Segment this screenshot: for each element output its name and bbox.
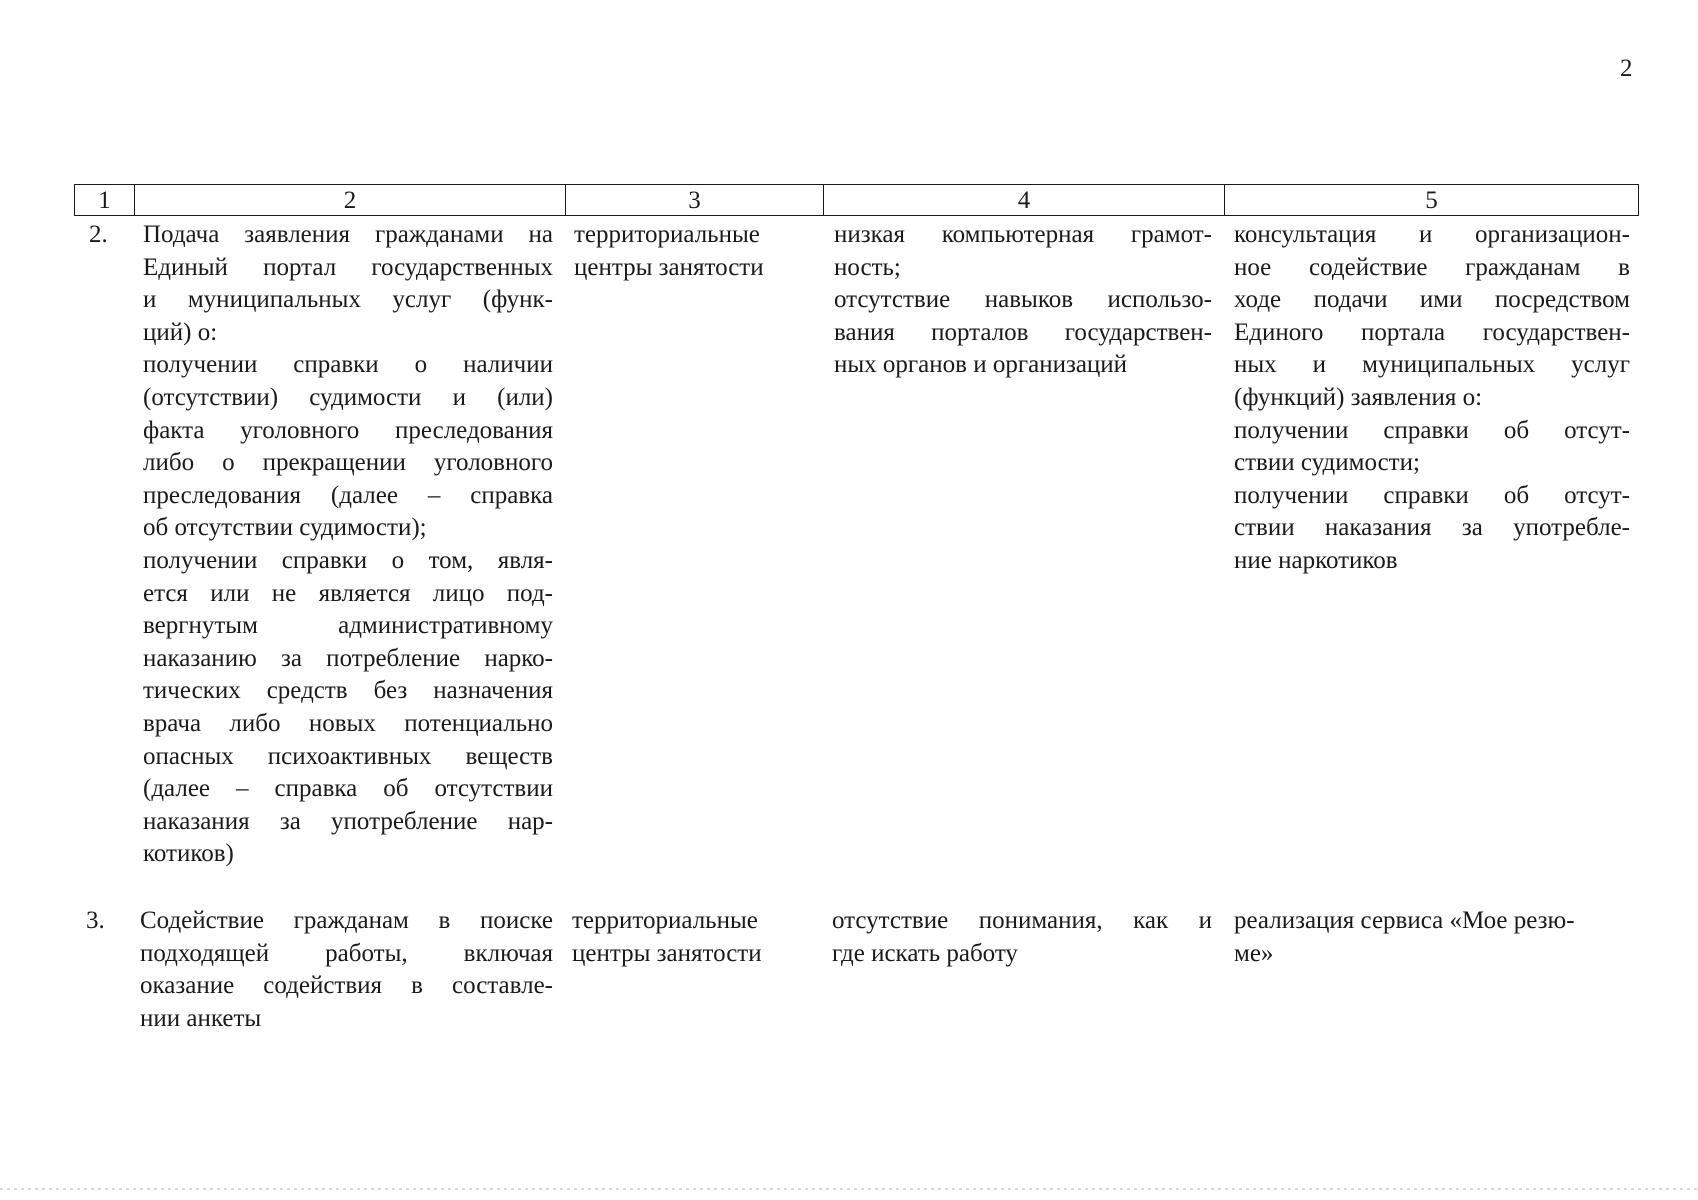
text-line: территориальные — [572, 907, 758, 934]
row-3-problem — [832, 905, 1212, 970]
row-2-measure — [1234, 219, 1630, 578]
row-2-service-description — [143, 219, 553, 871]
text-line: ных и муниципальных услуг — [1234, 351, 1630, 379]
text-line: (далее – справка об отсутствии — [143, 775, 553, 803]
text-line: центры занятости — [572, 939, 762, 967]
scan-edge-divider — [0, 1188, 1698, 1190]
text-line: вания порталов государствен- — [834, 318, 1212, 346]
text-line: котиков) — [143, 840, 234, 868]
text-line: территориальные — [574, 221, 760, 248]
text-line: наказания за употребление нар- — [143, 807, 553, 835]
text-line: опасных психоактивных веществ — [143, 742, 553, 770]
text-line: об отсутствии судимости); — [143, 514, 427, 542]
text-line: консультация и организацион- — [1234, 221, 1630, 248]
text-line: получении справки о наличии — [143, 351, 553, 379]
text-line: Единого портала государствен- — [1234, 318, 1630, 346]
text-line: низкая компьютерная грамот- — [834, 221, 1212, 248]
row-3-responsible — [572, 905, 812, 970]
text-line: отсутствие понимания, как и — [832, 907, 1212, 934]
row-2-responsible — [574, 219, 814, 284]
text-line: преследования (далее – справка — [143, 481, 553, 509]
text-line: оказание содействия в составле- — [140, 972, 553, 1000]
text-line: факта уголовного преследования — [143, 416, 553, 444]
text-line: (функций) заявления о: — [1234, 383, 1483, 411]
text-line: (отсутствии) судимости и (или) — [143, 383, 553, 411]
column-header-1: 1 — [75, 185, 135, 215]
text-line: тических средств без назначения — [143, 677, 553, 705]
text-line: ствии наказания за употребле- — [1234, 514, 1630, 542]
column-header-3: 3 — [566, 185, 824, 215]
row-3-measure — [1234, 905, 1630, 970]
text-line: где искать работу — [832, 939, 1018, 967]
row-3-service-description — [140, 905, 553, 1035]
row-3-number: 3. — [86, 907, 105, 934]
text-line: центры занятости — [574, 253, 764, 281]
text-line: Единый портал государственных — [143, 253, 553, 281]
text-line: получении справки об отсут- — [1234, 416, 1630, 444]
text-line: Содействие гражданам в поиске — [140, 907, 553, 934]
text-line: наказанию за потребление нарко- — [143, 644, 553, 672]
text-line: отсутствие навыков использо- — [834, 286, 1212, 314]
text-line: ние наркотиков — [1234, 546, 1398, 574]
text-line: реализация сервиса «Мое резю- — [1234, 907, 1575, 934]
text-line: ных органов и организаций — [834, 351, 1128, 379]
text-line: ется или не является лицо под- — [143, 579, 553, 607]
text-line: ность; — [834, 253, 901, 281]
text-line: нии анкеты — [140, 1004, 262, 1032]
text-line: вергнутым административному — [143, 612, 553, 640]
text-line: ций) о: — [143, 318, 218, 346]
text-line: ствии судимости; — [1234, 449, 1420, 477]
text-line: получении справки об отсут- — [1234, 481, 1630, 509]
row-2-problem — [834, 219, 1212, 382]
text-line: получении справки о том, явля- — [143, 546, 553, 574]
text-line: ходе подачи ими посредством — [1234, 286, 1630, 314]
table-column-number-header — [74, 184, 1639, 216]
column-header-4: 4 — [824, 185, 1225, 215]
text-line: Подача заявления гражданами на — [143, 221, 553, 248]
column-header-2: 2 — [135, 185, 566, 215]
text-line: и муниципальных услуг (функ- — [143, 286, 553, 314]
text-line: ное содействие гражданам в — [1234, 253, 1630, 281]
row-2-number: 2. — [89, 221, 108, 248]
text-line: ме» — [1234, 939, 1274, 967]
page-number: 2 — [1620, 55, 1633, 82]
text-line: либо о прекращении уголовного — [143, 449, 553, 477]
column-header-5: 5 — [1425, 187, 1438, 214]
text-line: врача либо новых потенциально — [143, 709, 553, 737]
text-line: подходящей работы, включая — [140, 939, 553, 967]
